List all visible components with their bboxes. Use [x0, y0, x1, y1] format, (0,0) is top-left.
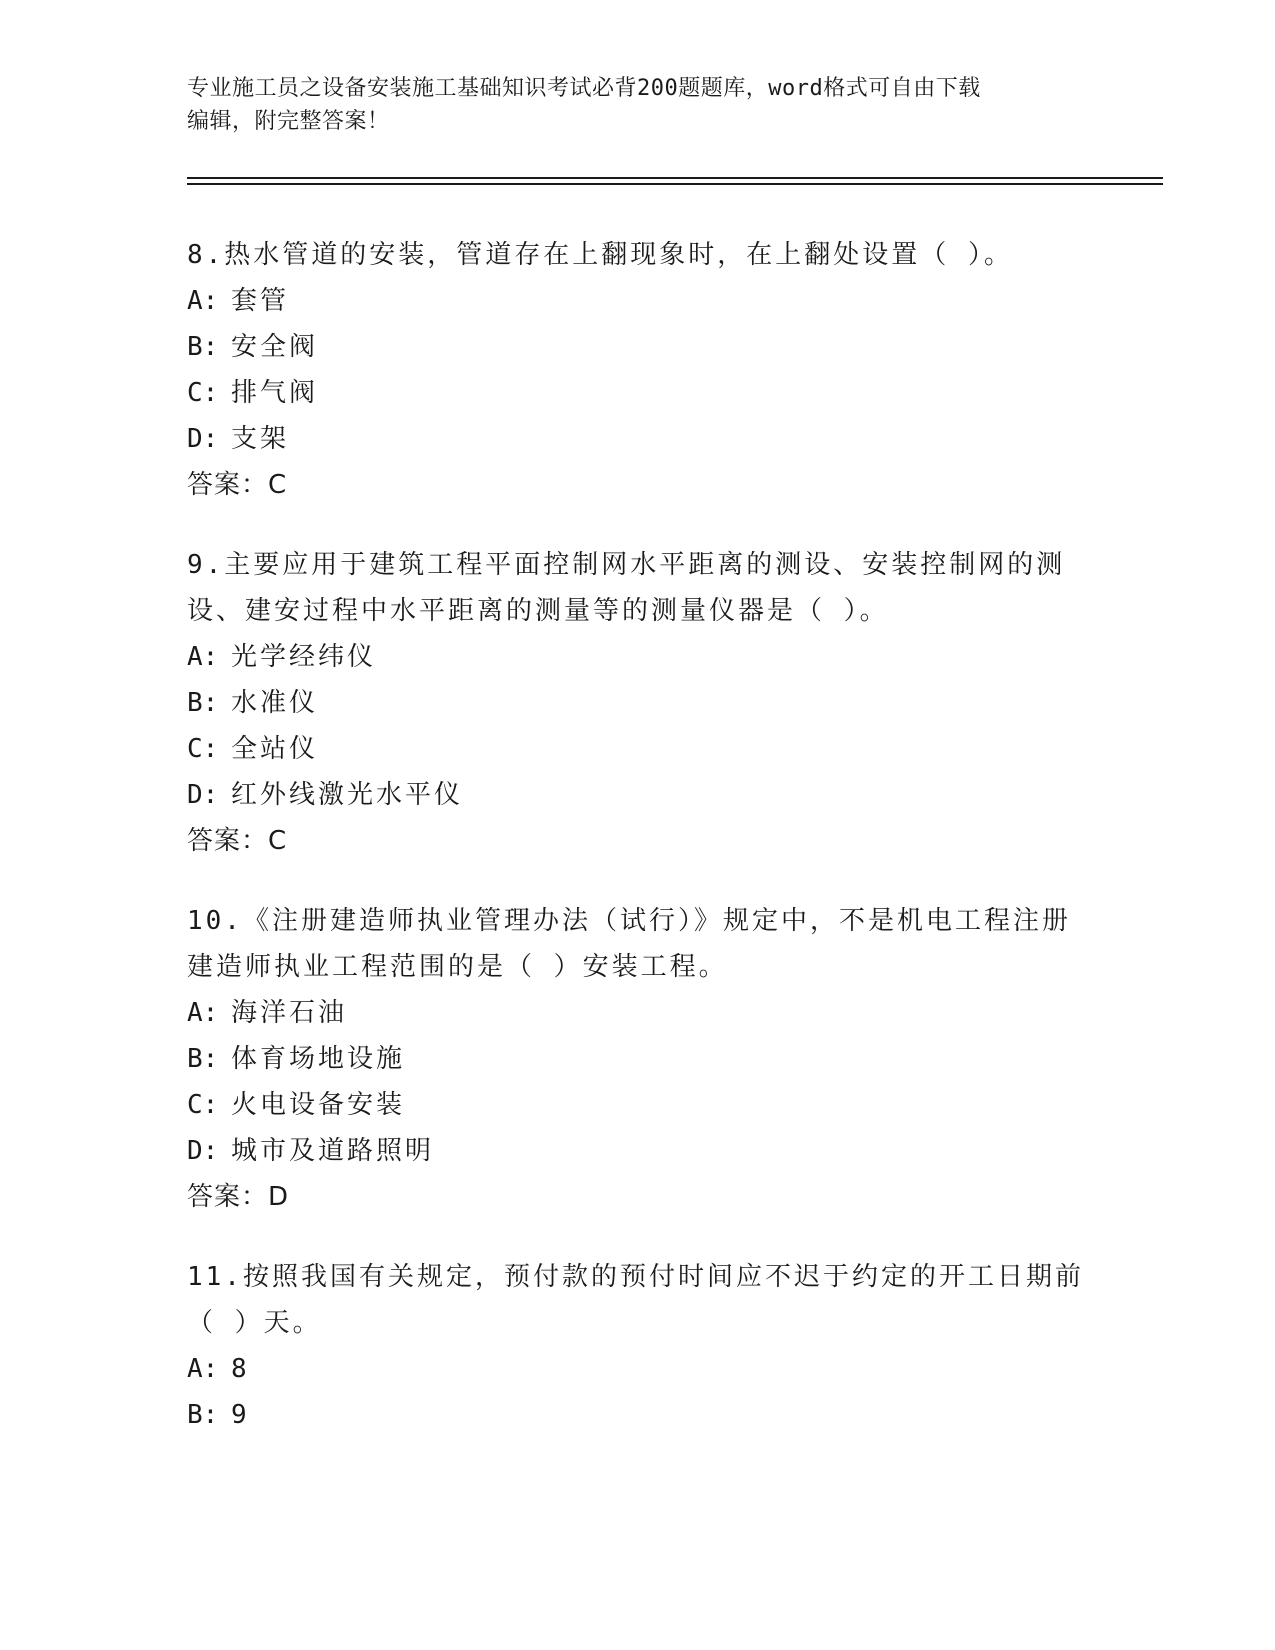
header-line-2: 编辑，附完整答案！ [187, 109, 390, 134]
option-a: A: 套管 [187, 286, 290, 316]
answer: 答案：C [187, 470, 288, 500]
question-text-line-1: 9.主要应用于建筑工程平面控制网水平距离的测设、安装控制网的测 [187, 550, 1066, 580]
question-list [187, 232, 1087, 1472]
header-divider-bottom [187, 183, 1163, 185]
option-d: D: 支架 [187, 424, 290, 454]
option-a: A: 海洋石油 [187, 998, 348, 1028]
question-10 [187, 898, 1087, 1220]
option-c: C: 全站仪 [187, 734, 319, 764]
question-8 [187, 232, 1087, 508]
option-b: B: 体育场地设施 [187, 1044, 406, 1074]
question-text-line-2: （ ）天。 [187, 1308, 322, 1338]
question-text-line-2: 设、建安过程中水平距离的测量等的测量仪器是（ ）。 [187, 596, 889, 626]
option-c: C: 排气阀 [187, 378, 319, 408]
option-d: D: 城市及道路照明 [187, 1136, 435, 1166]
question-text-line-2: 建造师执业工程范围的是（ ）安装工程。 [187, 952, 728, 982]
question-9 [187, 542, 1087, 864]
header-line-1: 专业施工员之设备安装施工基础知识考试必背200题题库，word格式可自由下载 [187, 76, 981, 101]
option-c: C: 火电设备安装 [187, 1090, 406, 1120]
option-a: A: 光学经纬仪 [187, 642, 377, 672]
option-b: B: 9 [187, 1400, 250, 1430]
question-text-line-1: 10.《注册建造师执业管理办法（试行）》规定中，不是机电工程注册 [187, 906, 1071, 936]
header-divider-top [187, 177, 1163, 179]
answer: 答案：D [187, 1182, 290, 1212]
option-a: A: 8 [187, 1354, 250, 1384]
option-b: B: 水准仪 [187, 688, 319, 718]
option-b: B: 安全阀 [187, 332, 319, 362]
question-text-line-1: 11.按照我国有关规定，预付款的预付时间应不迟于约定的开工日期前 [187, 1262, 1084, 1292]
answer: 答案：C [187, 826, 288, 856]
question-text: 8.热水管道的安装，管道存在上翻现象时，在上翻处设置（ ）。 [187, 240, 1013, 270]
option-d: D: 红外线激光水平仪 [187, 780, 464, 810]
document-header [187, 72, 1087, 138]
question-11 [187, 1254, 1087, 1438]
